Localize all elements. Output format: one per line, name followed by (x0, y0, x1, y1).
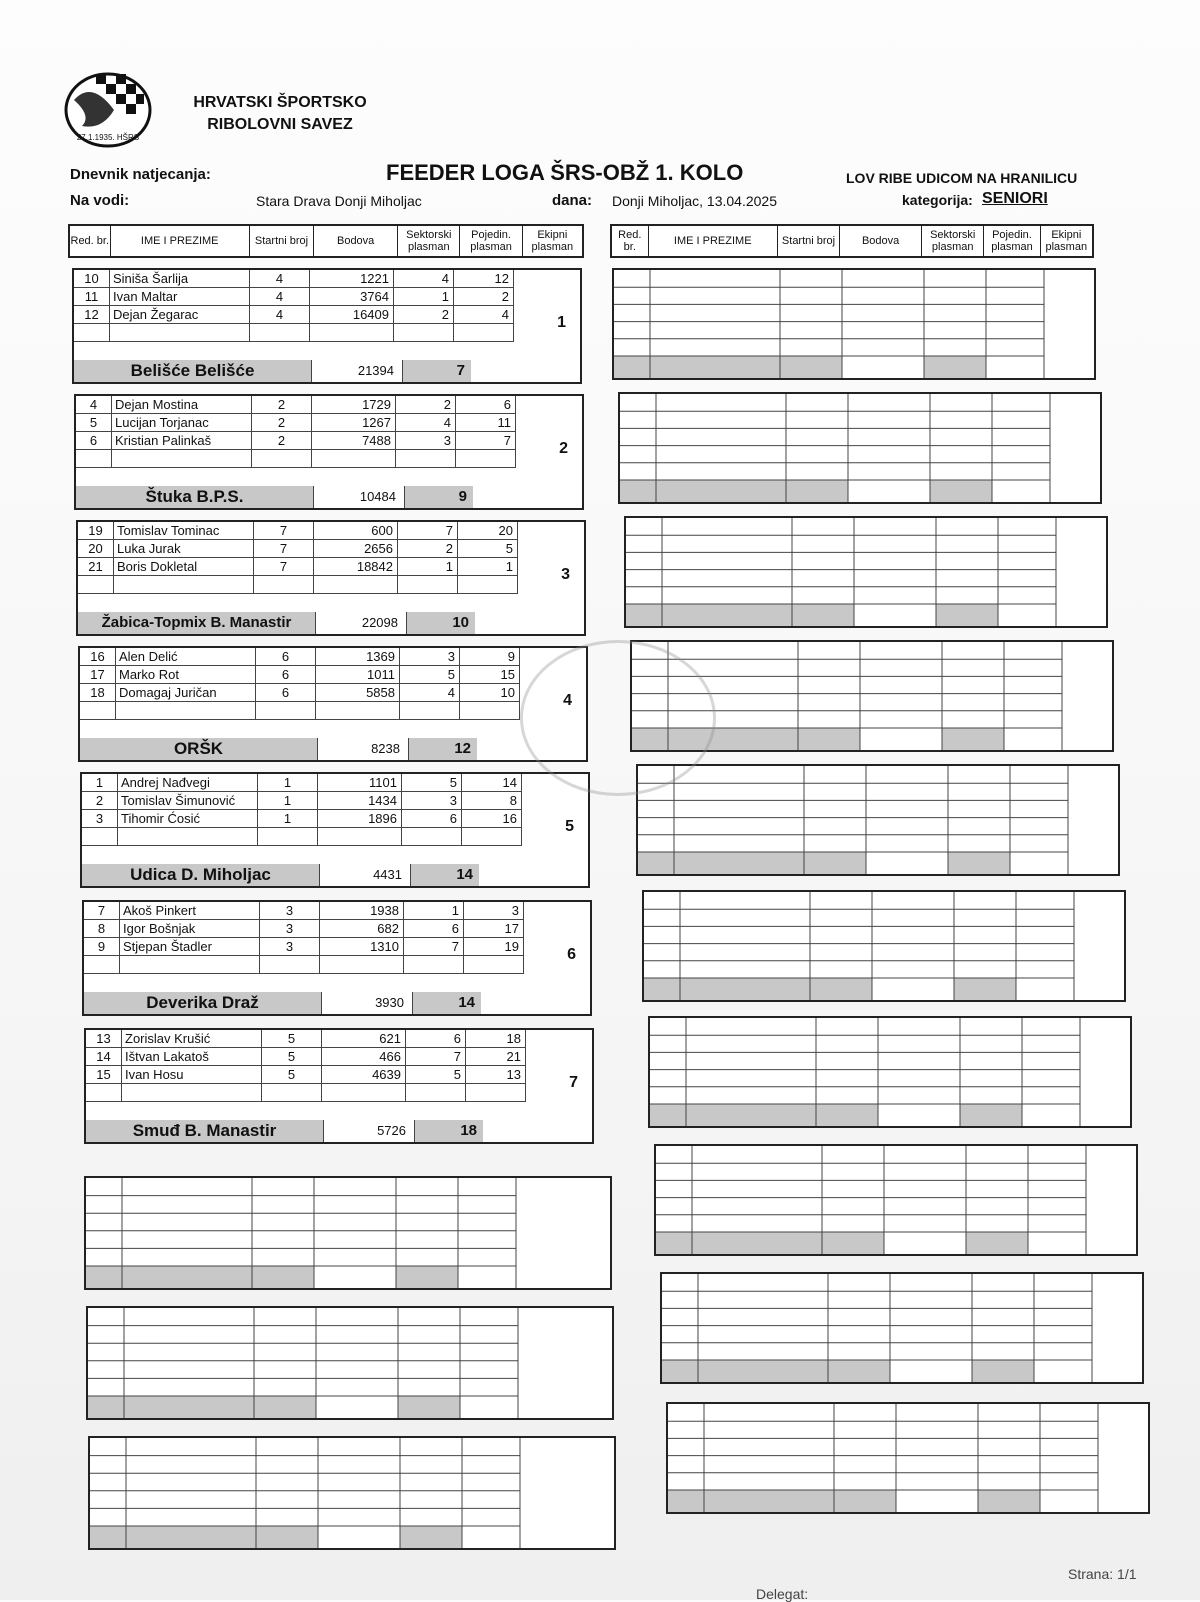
empty-team-block (624, 516, 1108, 628)
competitor-start: 2 (252, 414, 312, 432)
water-value: Stara Drava Donji Miholjac (256, 193, 422, 209)
team-total-points: 8238 (318, 738, 409, 760)
competitor-name: Andrej Nađvegi (118, 774, 258, 792)
competitor-start (252, 450, 312, 468)
competitor-points: 18842 (314, 558, 398, 576)
competitor-individual (462, 828, 522, 846)
column-header-cell: Ekipni plasman (1045, 229, 1088, 253)
competitor-name: Ištvan Lakatoš (122, 1048, 262, 1066)
competitor-start (254, 576, 314, 594)
competitor-points: 621 (322, 1030, 406, 1048)
competitor-start: 3 (260, 902, 320, 920)
competitor-name (116, 702, 256, 720)
team-block (76, 520, 586, 636)
competitor-points: 600 (314, 522, 398, 540)
empty-team-block (660, 1272, 1144, 1384)
competitor-name (112, 450, 252, 468)
team-sector-sum: 7 (403, 360, 471, 382)
competitor-sector: 4 (394, 270, 454, 288)
competitor-start: 6 (256, 648, 316, 666)
team-summary-row (74, 360, 471, 382)
competitor-start: 4 (250, 288, 310, 306)
team-summary-row (82, 864, 479, 886)
team-block (72, 268, 582, 384)
team-name: Štuka B.P.S. (76, 486, 314, 508)
logo-text: 27.1.1935. HŠRS (76, 133, 140, 142)
column-header-cell: Sektorski plasman (398, 226, 460, 256)
competitor-sector: 4 (396, 414, 456, 432)
competitor-name: Domagaj Juričan (116, 684, 256, 702)
competitor-row (82, 810, 522, 828)
competitor-sector (404, 956, 464, 974)
date-value: Donji Miholjac, 13.04.2025 (612, 193, 777, 209)
diary-label: Dnevnik natjecanja: (70, 166, 211, 183)
competitor-individual (458, 576, 518, 594)
empty-team-block (666, 1402, 1150, 1514)
competitor-name: Ivan Maltar (110, 288, 250, 306)
empty-row (74, 324, 514, 342)
hsrs-logo-icon (62, 70, 154, 150)
team-sector-sum: 18 (415, 1120, 483, 1142)
team-block (84, 1028, 594, 1144)
empty-team-block (618, 392, 1102, 504)
empty-team-block (612, 268, 1096, 380)
column-header-cell: Bodova (314, 226, 398, 256)
competitor-row (86, 1030, 526, 1048)
competitor-individual: 2 (454, 288, 514, 306)
competitor-row (86, 1066, 526, 1084)
competitor-start: 4 (250, 306, 310, 324)
competitor-individual: 15 (460, 666, 520, 684)
competitor-points: 1011 (316, 666, 400, 684)
date-label: dana: (552, 192, 593, 209)
page-value: 1/1 (1117, 1566, 1137, 1582)
column-header-cell: Sektorski plasman (922, 226, 984, 256)
competitor-row (74, 306, 514, 324)
competitor-row (78, 522, 518, 540)
competitor-start: 7 (254, 540, 314, 558)
column-header-cell: Pojedin. plasman (984, 226, 1040, 256)
team-name: Belišće Belišće (74, 360, 312, 382)
competitor-points (312, 450, 396, 468)
competitor-name (114, 576, 254, 594)
team-sector-sum: 14 (413, 992, 481, 1014)
competitor-row (84, 938, 524, 956)
competitor-sector: 1 (394, 288, 454, 306)
competitor-start: 5 (262, 1048, 322, 1066)
competitor-name: Tomislav Tominac (114, 522, 254, 540)
competitor-sector: 5 (402, 774, 462, 792)
column-header-cell: Pojedin. plasman (460, 226, 522, 256)
team-sector-sum: 9 (405, 486, 473, 508)
column-header-cell: Ekipni plasman (531, 229, 574, 253)
competitor-sector (394, 324, 454, 342)
competitor-no: 4 (76, 396, 112, 414)
competitor-start (256, 702, 316, 720)
competitor-no: 21 (78, 558, 114, 576)
competitor-individual: 13 (466, 1066, 526, 1084)
delegate-label: Delegat: (756, 1586, 809, 1602)
empty-row (76, 450, 516, 468)
column-header-cell: Startni broj (778, 226, 840, 256)
competitor-points: 682 (320, 920, 404, 938)
competitor-individual: 21 (466, 1048, 526, 1066)
empty-team-block (654, 1144, 1138, 1256)
competitor-points: 1267 (312, 414, 396, 432)
stamp-watermark (520, 640, 716, 796)
team-total-points: 21394 (312, 360, 403, 382)
competitor-sector: 6 (404, 920, 464, 938)
org-name (160, 92, 400, 136)
competitor-individual: 20 (458, 522, 518, 540)
competitor-individual: 8 (462, 792, 522, 810)
competitor-row (76, 414, 516, 432)
empty-team-block (636, 764, 1120, 876)
competitor-individual: 7 (456, 432, 516, 450)
competitor-points (316, 702, 400, 720)
category-label: kategorija: (902, 192, 973, 208)
competitor-name: Igor Bošnjak (120, 920, 260, 938)
team-total-points: 5726 (324, 1120, 415, 1142)
competitor-individual: 16 (462, 810, 522, 828)
competitor-sector: 3 (396, 432, 456, 450)
competitor-start: 6 (256, 684, 316, 702)
empty-team-block (84, 1176, 612, 1290)
competition-title: FEEDER LOGA ŠRS-OBŽ 1. KOLO (386, 160, 744, 185)
competitor-row (84, 920, 524, 938)
competitor-sector: 2 (394, 306, 454, 324)
team-block (82, 900, 592, 1016)
team-sector-sum: 14 (411, 864, 479, 886)
competitor-sector (400, 702, 460, 720)
competitor-points (320, 956, 404, 974)
competitor-row (82, 792, 522, 810)
competitor-start (250, 324, 310, 342)
column-header-cell: Red. br. (70, 226, 111, 256)
team-summary-row (78, 612, 475, 634)
competitor-individual: 9 (460, 648, 520, 666)
competitor-individual: 3 (464, 902, 524, 920)
competitor-individual: 12 (454, 270, 514, 288)
page-number (1068, 1566, 1137, 1582)
competitor-points: 1101 (318, 774, 402, 792)
competitor-start: 1 (258, 792, 318, 810)
competitor-sector: 5 (400, 666, 460, 684)
competitor-sector: 4 (400, 684, 460, 702)
competitor-no (78, 576, 114, 594)
competitor-name: Akoš Pinkert (120, 902, 260, 920)
competitor-start: 3 (260, 920, 320, 938)
competitor-individual: 14 (462, 774, 522, 792)
competitor-name: Tomislav Šimunović (118, 792, 258, 810)
team-name: Žabica-Topmix B. Manastir (78, 612, 316, 634)
team-total-points: 10484 (314, 486, 405, 508)
competitor-sector: 3 (402, 792, 462, 810)
competitor-sector: 1 (398, 558, 458, 576)
team-summary-row (86, 1120, 483, 1142)
competitor-name (122, 1084, 262, 1102)
competitor-sector: 7 (404, 938, 464, 956)
competitor-row (80, 648, 520, 666)
competitor-name: Stjepan Štadler (120, 938, 260, 956)
competitor-start: 4 (250, 270, 310, 288)
competitor-no (76, 450, 112, 468)
competitor-row (78, 558, 518, 576)
competitor-no (84, 956, 120, 974)
competitor-start (260, 956, 320, 974)
empty-team-block (88, 1436, 616, 1550)
competitor-no: 13 (86, 1030, 122, 1048)
competitor-points: 466 (322, 1048, 406, 1066)
competitor-no: 17 (80, 666, 116, 684)
org-name-line2: RIBOLOVNI SAVEZ (207, 116, 353, 133)
competitor-start: 7 (254, 558, 314, 576)
competitor-sector: 5 (406, 1066, 466, 1084)
competitor-points: 1938 (320, 902, 404, 920)
competitor-points: 1729 (312, 396, 396, 414)
team-summary-row (76, 486, 473, 508)
water-label: Na vodi: (70, 192, 130, 209)
competitor-individual: 11 (456, 414, 516, 432)
competitor-sector (396, 450, 456, 468)
competitor-sector: 3 (400, 648, 460, 666)
competitor-points: 1369 (316, 648, 400, 666)
team-place: 4 (563, 692, 572, 709)
competitor-no: 16 (80, 648, 116, 666)
competitor-no: 14 (86, 1048, 122, 1066)
competitor-start: 1 (258, 774, 318, 792)
competitor-no: 8 (84, 920, 120, 938)
competitor-name (118, 828, 258, 846)
competitor-individual (466, 1084, 526, 1102)
competitor-sector: 6 (402, 810, 462, 828)
competitor-name: Luka Jurak (114, 540, 254, 558)
competitor-start: 5 (262, 1030, 322, 1048)
competitor-name: Marko Rot (116, 666, 256, 684)
competitor-start: 3 (260, 938, 320, 956)
competitor-name (110, 324, 250, 342)
competitor-individual (464, 956, 524, 974)
competitor-name: Siniša Šarlija (110, 270, 250, 288)
competitor-start: 1 (258, 810, 318, 828)
team-block (74, 394, 584, 510)
competitor-no: 9 (84, 938, 120, 956)
competitor-name: Alen Delić (116, 648, 256, 666)
competitor-individual (460, 702, 520, 720)
team-block (80, 772, 590, 888)
empty-row (80, 702, 520, 720)
competitor-row (82, 774, 522, 792)
competitor-sector: 2 (398, 540, 458, 558)
competitor-points: 5858 (316, 684, 400, 702)
competitor-name: Tihomir Ćosić (118, 810, 258, 828)
competitor-points: 7488 (312, 432, 396, 450)
competitor-row (80, 684, 520, 702)
team-place: 5 (565, 818, 574, 835)
column-header-cell: Startni broj (250, 226, 314, 256)
competitor-name: Dejan Žegarac (110, 306, 250, 324)
competitor-no: 19 (78, 522, 114, 540)
competitor-sector: 6 (406, 1030, 466, 1048)
competitor-name: Lucijan Torjanac (112, 414, 252, 432)
team-sector-sum: 12 (409, 738, 477, 760)
competitor-no: 18 (80, 684, 116, 702)
competitor-points (318, 828, 402, 846)
team-name: Udica D. Miholjac (82, 864, 320, 886)
competitor-no (80, 702, 116, 720)
team-name: Deverika Draž (84, 992, 322, 1014)
team-name: Smuđ B. Manastir (86, 1120, 324, 1142)
team-place: 6 (567, 946, 576, 963)
empty-row (86, 1084, 526, 1102)
competitor-sector (406, 1084, 466, 1102)
competitor-no: 11 (74, 288, 110, 306)
competitor-points: 1310 (320, 938, 404, 956)
column-header-cell: IME I PREZIME (111, 226, 250, 256)
page-label: Strana: (1068, 1566, 1114, 1582)
competitor-individual: 5 (458, 540, 518, 558)
column-header-cell: IME I PREZIME (649, 226, 778, 256)
competitor-sector: 7 (406, 1048, 466, 1066)
empty-team-block (642, 890, 1126, 1002)
competitor-no: 3 (82, 810, 118, 828)
column-header-cell: Red. br. (612, 226, 649, 256)
empty-row (78, 576, 518, 594)
team-total-points: 22098 (316, 612, 407, 634)
team-sector-sum: 10 (407, 612, 475, 634)
competitor-row (74, 288, 514, 306)
competitor-name: Dejan Mostina (112, 396, 252, 414)
competitor-no: 2 (82, 792, 118, 810)
competitor-no: 6 (76, 432, 112, 450)
competitor-sector: 7 (398, 522, 458, 540)
competitor-sector: 2 (396, 396, 456, 414)
competitor-start: 2 (252, 396, 312, 414)
competitor-individual: 17 (464, 920, 524, 938)
competitor-no: 20 (78, 540, 114, 558)
competitor-no: 1 (82, 774, 118, 792)
competitor-individual: 18 (466, 1030, 526, 1048)
competitor-start: 5 (262, 1066, 322, 1084)
competitor-row (76, 432, 516, 450)
competitor-row (74, 270, 514, 288)
empty-team-block (86, 1306, 614, 1420)
competitor-no (82, 828, 118, 846)
column-header-left (68, 224, 584, 258)
team-place: 1 (557, 314, 566, 331)
competitor-name (120, 956, 260, 974)
competitor-sector: 1 (404, 902, 464, 920)
empty-row (82, 828, 522, 846)
competitor-points: 1221 (310, 270, 394, 288)
competitor-sector (398, 576, 458, 594)
competitor-points: 16409 (310, 306, 394, 324)
empty-row (84, 956, 524, 974)
competitor-individual (456, 450, 516, 468)
competitor-individual (454, 324, 514, 342)
discipline-text: LOV RIBE UDICOM NA HRANILICU (846, 170, 1078, 186)
competitor-name: Zorislav Krušić (122, 1030, 262, 1048)
competitor-no: 5 (76, 414, 112, 432)
competitor-individual: 10 (460, 684, 520, 702)
category-value: SENIORI (982, 190, 1048, 207)
competitor-no (86, 1084, 122, 1102)
competitor-individual: 6 (456, 396, 516, 414)
team-name: ORŠK (80, 738, 318, 760)
competitor-individual: 19 (464, 938, 524, 956)
competitor-points (314, 576, 398, 594)
competitor-individual: 1 (458, 558, 518, 576)
competitor-start: 6 (256, 666, 316, 684)
team-summary-row (80, 738, 477, 760)
competitor-points: 1434 (318, 792, 402, 810)
team-place: 7 (569, 1074, 578, 1091)
competitor-points: 1896 (318, 810, 402, 828)
competitor-row (78, 540, 518, 558)
competitor-row (86, 1048, 526, 1066)
team-place: 2 (559, 440, 568, 457)
competitor-no: 15 (86, 1066, 122, 1084)
empty-team-block (648, 1016, 1132, 1128)
competitor-start: 7 (254, 522, 314, 540)
competitor-start: 2 (252, 432, 312, 450)
team-total-points: 4431 (320, 864, 411, 886)
team-block (78, 646, 588, 762)
competitor-start (262, 1084, 322, 1102)
competitor-points (310, 324, 394, 342)
competitor-no: 7 (84, 902, 120, 920)
competitor-no (74, 324, 110, 342)
competitor-name: Ivan Hosu (122, 1066, 262, 1084)
competitor-start (258, 828, 318, 846)
competitor-points: 3764 (310, 288, 394, 306)
team-place: 3 (561, 566, 570, 583)
competitor-no: 10 (74, 270, 110, 288)
competitor-points: 2656 (314, 540, 398, 558)
team-total-points: 3930 (322, 992, 413, 1014)
column-header-right (610, 224, 1094, 258)
column-header-cell: Bodova (840, 226, 922, 256)
competitor-row (76, 396, 516, 414)
competitor-row (84, 902, 524, 920)
team-summary-row (84, 992, 481, 1014)
competitor-no: 12 (74, 306, 110, 324)
competitor-row (80, 666, 520, 684)
competitor-name: Kristian Palinkaš (112, 432, 252, 450)
competitor-points: 4639 (322, 1066, 406, 1084)
org-name-line1: HRVATSKI ŠPORTSKO (193, 94, 367, 111)
competitor-individual: 4 (454, 306, 514, 324)
competitor-sector (402, 828, 462, 846)
competitor-name: Boris Dokletal (114, 558, 254, 576)
competitor-points (322, 1084, 406, 1102)
